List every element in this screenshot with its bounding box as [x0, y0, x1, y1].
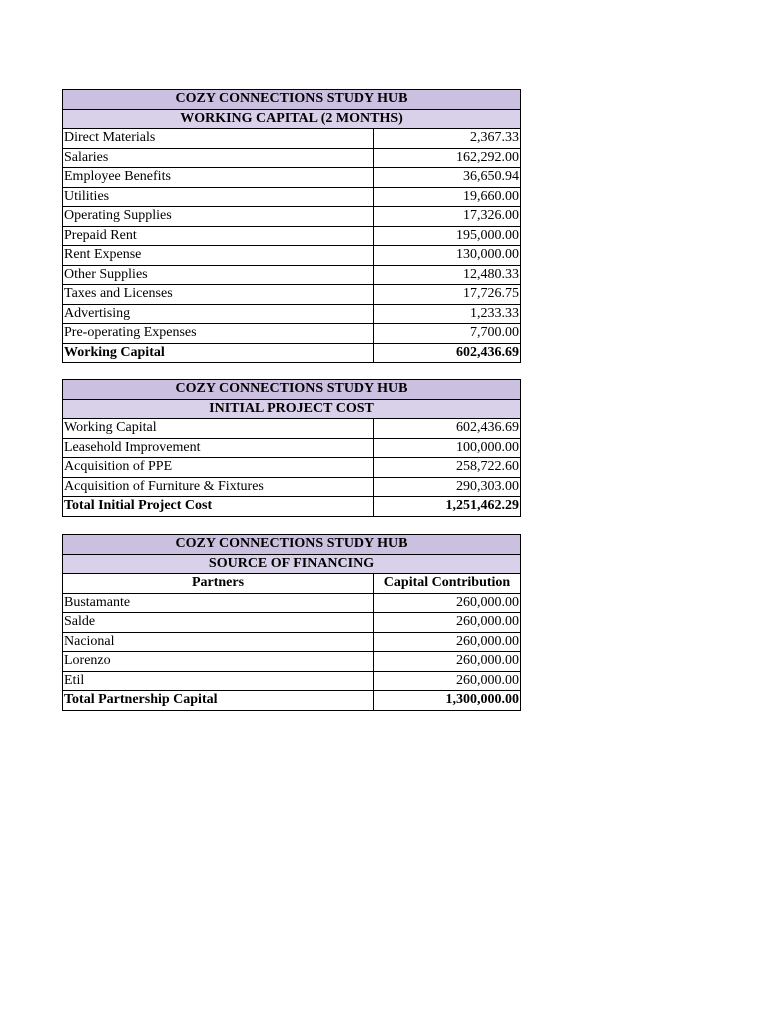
- row-label: Acquisition of PPE: [63, 458, 374, 478]
- table-row: [63, 207, 521, 227]
- total-label: Total Initial Project Cost: [63, 497, 374, 517]
- row-amount: 2,367.33: [374, 129, 521, 149]
- source-of-financing-subtitle: SOURCE OF FINANCING: [63, 554, 521, 574]
- table-row: [63, 458, 521, 478]
- row-label: Utilities: [63, 187, 374, 207]
- partners-column-header: Partners: [63, 574, 374, 594]
- table-row: [63, 129, 521, 149]
- partner-name: Lorenzo: [63, 652, 374, 672]
- table-row: [63, 226, 521, 246]
- initial-project-cost-subtitle: INITIAL PROJECT COST: [63, 399, 521, 419]
- row-amount: 130,000.00: [374, 246, 521, 266]
- row-label: Working Capital: [63, 419, 374, 439]
- table-row: [63, 285, 521, 305]
- partner-name: Bustamante: [63, 593, 374, 613]
- row-amount: 17,726.75: [374, 285, 521, 305]
- row-amount: 290,303.00: [374, 477, 521, 497]
- row-label: Acquisition of Furniture & Fixtures: [63, 477, 374, 497]
- table-row: [63, 613, 521, 633]
- total-amount: 1,251,462.29: [374, 497, 521, 517]
- table-row: [63, 419, 521, 439]
- total-label: Working Capital: [63, 343, 374, 363]
- table-row: [63, 187, 521, 207]
- row-label: Salaries: [63, 148, 374, 168]
- row-amount: 162,292.00: [374, 148, 521, 168]
- row-label: Prepaid Rent: [63, 226, 374, 246]
- row-label: Employee Benefits: [63, 168, 374, 188]
- row-amount: 7,700.00: [374, 324, 521, 344]
- total-amount: 1,300,000.00: [374, 691, 521, 711]
- working-capital-table: [62, 89, 521, 363]
- total-row: [63, 343, 521, 363]
- initial-project-cost-table: [62, 379, 521, 517]
- working-capital-title: COZY CONNECTIONS STUDY HUB: [63, 90, 521, 110]
- table-row: [63, 168, 521, 188]
- row-label: Pre-operating Expenses: [63, 324, 374, 344]
- row-amount: 195,000.00: [374, 226, 521, 246]
- partner-contribution: 260,000.00: [374, 671, 521, 691]
- partner-name: Etil: [63, 671, 374, 691]
- table-row: [63, 671, 521, 691]
- row-label: Operating Supplies: [63, 207, 374, 227]
- table-row: [63, 324, 521, 344]
- row-amount: 17,326.00: [374, 207, 521, 227]
- row-amount: 258,722.60: [374, 458, 521, 478]
- row-amount: 19,660.00: [374, 187, 521, 207]
- partner-name: Nacional: [63, 632, 374, 652]
- row-label: Taxes and Licenses: [63, 285, 374, 305]
- partner-name: Salde: [63, 613, 374, 633]
- table-row: [63, 477, 521, 497]
- table-row: [63, 304, 521, 324]
- row-amount: 1,233.33: [374, 304, 521, 324]
- row-label: Advertising: [63, 304, 374, 324]
- row-amount: 36,650.94: [374, 168, 521, 188]
- total-row: [63, 497, 521, 517]
- row-label: Direct Materials: [63, 129, 374, 149]
- source-of-financing-table: [62, 534, 521, 711]
- partner-contribution: 260,000.00: [374, 593, 521, 613]
- initial-project-cost-title: COZY CONNECTIONS STUDY HUB: [63, 380, 521, 400]
- row-amount: 12,480.33: [374, 265, 521, 285]
- row-label: Rent Expense: [63, 246, 374, 266]
- working-capital-subtitle: WORKING CAPITAL (2 MONTHS): [63, 109, 521, 129]
- source-of-financing-title: COZY CONNECTIONS STUDY HUB: [63, 535, 521, 555]
- partner-contribution: 260,000.00: [374, 652, 521, 672]
- table-row: [63, 148, 521, 168]
- total-row: [63, 691, 521, 711]
- table-row: [63, 438, 521, 458]
- table-row: [63, 593, 521, 613]
- row-label: Leasehold Improvement: [63, 438, 374, 458]
- row-amount: 602,436.69: [374, 419, 521, 439]
- table-row: [63, 265, 521, 285]
- table-row: [63, 632, 521, 652]
- table-row: [63, 246, 521, 266]
- partner-contribution: 260,000.00: [374, 632, 521, 652]
- table-row: [63, 652, 521, 672]
- row-label: Other Supplies: [63, 265, 374, 285]
- partner-contribution: 260,000.00: [374, 613, 521, 633]
- capital-contribution-column-header: Capital Contribution: [374, 574, 521, 594]
- row-amount: 100,000.00: [374, 438, 521, 458]
- total-label: Total Partnership Capital: [63, 691, 374, 711]
- total-amount: 602,436.69: [374, 343, 521, 363]
